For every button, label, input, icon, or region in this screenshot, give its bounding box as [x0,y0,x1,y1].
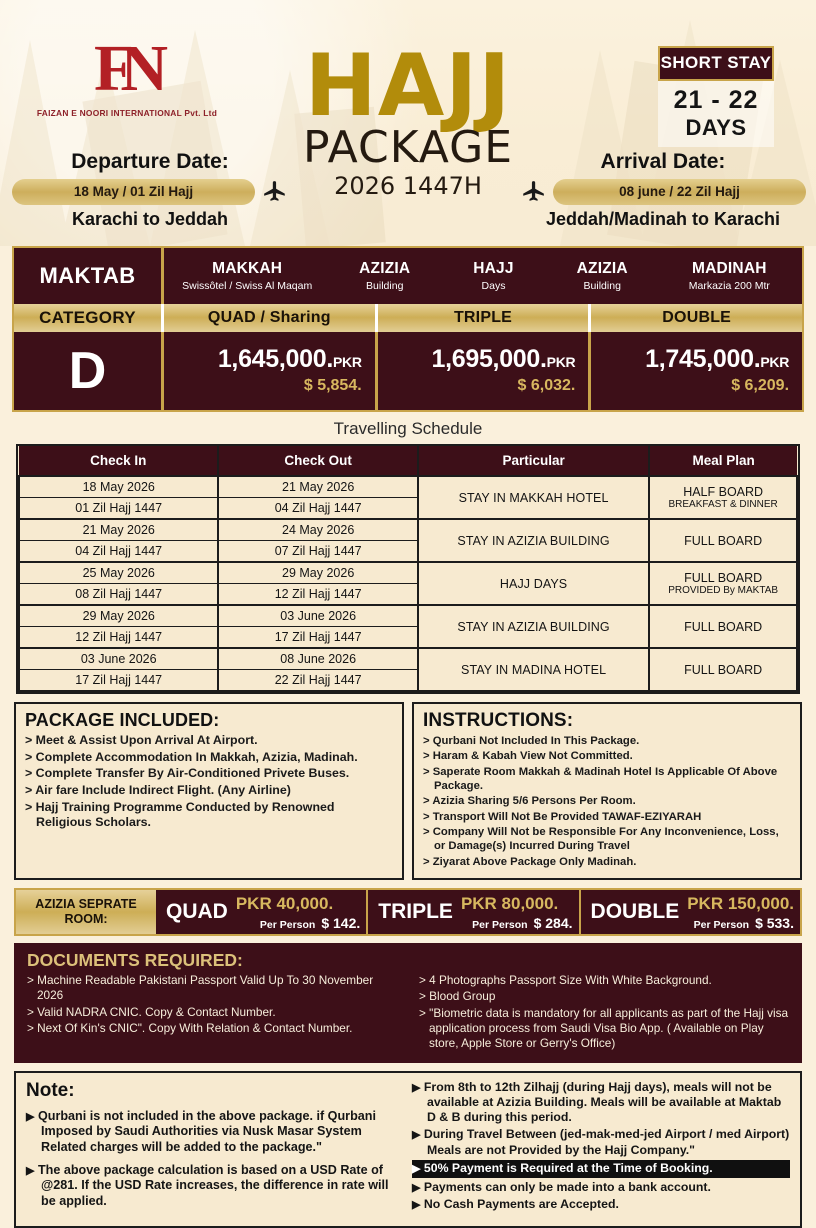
price-quad-usd: $ 5,854. [303,377,362,394]
price-table-price-row [14,332,802,410]
azizia-quad-per-label: Per Person [259,918,316,931]
price-triple-usd: $ 6,032. [517,377,576,394]
hotel-cell-makkah-0 [164,248,330,304]
azizia-quad-pkr: PKR 40,000. [235,893,334,913]
meal-plan-cell [649,648,797,691]
meal-plan-cell [649,519,797,562]
hotel-name: HAJJ [473,260,514,277]
check-out-hijri: 12 Zil Hajj 1447 [218,584,417,606]
title-year: 2026 1447H [334,171,482,200]
documents-required-title: DOCUMENTS REQUIRED: [27,950,243,971]
list-item: ▶ During Travel Between (jed-mak-med-jed Airport / med Airport) Meals are not Provided by the Hajj Company." [412,1127,790,1157]
price-table-occupancy-row [14,304,802,332]
instructions-title: INSTRUCTIONS: [423,710,574,731]
list-item: > Haram & Kabah View Not Committed. [423,750,633,763]
meal-plan-sub: PROVIDED By MAKTAB [668,585,779,596]
occupancy-label-double: DOUBLE [662,309,732,326]
list-item: > Machine Readable Pakistani Passport Valid Up To 30 November 2026 [27,973,374,1003]
short-stay-label: SHORT STAY [658,46,774,81]
departure-block [12,150,288,230]
azizia-triple-per-label: Per Person [472,918,528,931]
triangle-bullet-icon: ▶ [26,1110,35,1123]
list-item: ▶ The above package calculation is based on a USD Rate of @281. If the USD Rate increases, the difference in rate will be applied. [26,1162,389,1208]
schedule-header-check-in: Check In [19,446,218,476]
hotel-detail: Days [481,280,506,292]
note-box [14,1071,802,1228]
airplane-icon [520,179,546,205]
azizia-item-double [581,890,800,934]
check-out-hijri: 04 Zil Hajj 1447 [218,498,417,520]
azizia-quad-usd: $ 142. [321,914,361,931]
occupancy-label-quad: QUAD / Sharing [164,304,378,332]
triangle-bullet-icon: ▶ [412,1129,421,1142]
meal-plan-cell [649,476,797,519]
departure-title: Departure Date: [71,150,229,173]
price-quad-pkr: 1,645,000. [217,345,333,373]
list-item: ▶ No Cash Payments are Accepted. [412,1197,619,1212]
azizia-label-line1: AZIZIA SEPRATE [35,897,137,912]
check-out-hijri: 17 Zil Hajj 1447 [218,627,417,649]
price-quad-unit: PKR [333,354,362,370]
check-out-hijri: 22 Zil Hajj 1447 [218,670,417,692]
list-item: ▶ Payments can only be made into a bank account. [412,1179,711,1194]
check-in-hijri: 08 Zil Hajj 1447 [19,584,218,606]
price-cell-triple [378,332,592,410]
meal-plan-main: FULL BOARD [684,662,763,677]
arrival-date-pill: 08 june / 22 Zil Hajj [553,179,806,205]
price-table [12,246,804,412]
note-left-column [26,1080,398,1217]
table-row [19,605,797,627]
particular-cell: STAY IN AZIZIA BUILDING [418,519,649,562]
particular-cell: STAY IN MAKKAH HOTEL [418,476,649,519]
title-hajj: HAJJ [304,36,512,136]
price-double-usd: $ 6,209. [731,377,790,394]
triangle-bullet-icon: ▶ [412,1162,421,1175]
schedule-header-check-out: Check Out [218,446,417,476]
table-row [19,476,797,498]
list-item: > Hajj Training Programme Conducted by Renowned Religious Scholars. [25,799,335,830]
stay-days-word: DAYS [685,115,747,140]
meal-plan-cell [649,605,797,648]
azizia-item-quad [156,890,368,934]
hotel-detail: Markazia 200 Mtr [688,280,770,292]
table-row [19,648,797,670]
price-double-unit: PKR [760,354,790,370]
note-right-column [412,1080,790,1217]
list-item: > Complete Transfer By Air-Conditioned Privete Buses. [25,766,350,781]
azizia-triple-pkr: PKR 80,000. [460,893,559,913]
arrival-block [520,150,806,230]
note-title: Note: [26,1079,75,1101]
list-item: > Transport Will Not Be Provided TAWAF-EZIYARAH [423,810,702,823]
logo-monogram-icon: FN [94,32,154,105]
list-item: > Meet & Assist Upon Arrival At Airport. [25,733,258,747]
hotel-cell-madinah-4 [657,248,802,304]
meal-plan-main: FULL BOARD [684,619,763,634]
header [0,0,816,246]
hotel-name: MAKKAH [212,260,283,277]
title-package: PACKAGE [302,121,514,173]
azizia-double-type: DOUBLE [590,900,680,924]
hotel-cell-azizia-1 [330,248,439,304]
particular-cell: STAY IN AZIZIA BUILDING [418,605,649,648]
hotel-detail: Swissôtel / Swiss Al Maqam [182,280,313,292]
price-cell-double [591,332,802,410]
list-item: > Next Of Kin's CNIC". Copy With Relation & Contact Number. [27,1021,353,1036]
category-value: D [14,332,164,410]
check-in-hijri: 04 Zil Hajj 1447 [19,541,218,563]
list-item: > "Biometric data is mandatory for all applicants as part of the Hajj visa application process from Saudi Visa Bio App. ( Available on Play store, Apple Store or Gerry's Office) [419,1005,789,1051]
check-in-hijri: 01 Zil Hajj 1447 [19,498,218,520]
hotel-detail: Building [583,280,621,292]
hotel-name: AZIZIA [359,260,411,277]
company-name: FAIZAN E NOORI INTERNATIONAL Pvt. Ltd [36,108,218,118]
documents-required-box [14,943,802,1063]
list-item: ▶ 50% Payment is Required at the Time of Booking. [412,1160,790,1178]
check-out-gregorian: 21 May 2026 [218,476,417,498]
check-in-gregorian: 29 May 2026 [19,605,218,627]
airplane-icon [262,179,288,205]
check-out-gregorian: 29 May 2026 [218,562,417,584]
check-in-gregorian: 03 June 2026 [19,648,218,670]
check-in-hijri: 17 Zil Hajj 1447 [19,670,218,692]
arrival-title: Arrival Date: [600,150,726,173]
azizia-double-usd: $ 533. [755,914,794,931]
schedule-header-particular: Particular [418,446,649,476]
azizia-quad-type: QUAD [166,900,228,924]
schedule-table [16,444,800,694]
price-triple-unit: PKR [546,354,576,370]
list-item: > Saperate Room Makkah & Madinah Hotel Is Applicable Of Above Package. [423,765,778,793]
list-item: > Ziyarat Above Package Only Madinah. [423,855,637,868]
azizia-triple-usd: $ 284. [533,914,573,931]
azizia-double-pkr: PKR 150,000. [687,893,794,913]
meal-plan-main: HALF BOARD [683,485,764,499]
list-item: > 4 Photographs Passport Size With White Background. [419,973,712,988]
list-item: > Air fare Include Indirect Flight. (Any Airline) [25,782,291,797]
triangle-bullet-icon: ▶ [412,1199,421,1212]
arrival-route: Jeddah/Madinah to Karachi [545,209,781,229]
list-item: > Azizia Sharing 5/6 Persons Per Room. [423,795,636,808]
meal-plan-main: FULL BOARD [684,533,763,548]
azizia-separate-label [16,890,156,934]
hotel-cell-hajj-2 [439,248,548,304]
azizia-double-per-label: Per Person [693,918,750,931]
hotel-detail: Building [366,280,404,292]
check-out-gregorian: 24 May 2026 [218,519,417,541]
azizia-triple-type: TRIPLE [378,900,453,924]
price-triple-pkr: 1,695,000. [431,345,547,373]
list-item: > Complete Accommodation In Makkah, Azizia, Madinah. [25,749,358,764]
list-item: > Valid NADRA CNIC. Copy & Contact Number. [27,1004,276,1019]
hotel-name: MADINAH [692,260,767,277]
schedule-title: Travelling Schedule [333,419,483,438]
list-item: > Blood Group [419,989,496,1004]
meal-plan-main: FULL BOARD [684,571,763,585]
triangle-bullet-icon: ▶ [412,1181,421,1194]
check-out-gregorian: 08 June 2026 [218,648,417,670]
list-item: > Company Will Not be Responsible For Any Inconvenience, Loss, or Damage(s) Incurred During Travel [423,826,779,853]
occupancy-label-triple: TRIPLE [378,304,592,332]
category-label: CATEGORY [14,304,164,332]
price-double-pkr: 1,745,000. [645,345,761,373]
table-row [19,562,797,584]
check-out-hijri: 07 Zil Hajj 1447 [218,541,417,563]
meal-plan-sub: BREAKFAST & DINNER [668,499,778,510]
hotel-cell-azizia-3 [548,248,657,304]
stay-duration-badge [658,46,774,147]
azizia-item-triple [368,890,580,934]
meal-plan-cell [649,562,797,605]
instructions-box [412,702,802,880]
list-item: > Qurbani Not Included In This Package. [423,735,640,747]
departure-route: Karachi to Jeddah [71,209,229,229]
hotel-name: AZIZIA [576,260,628,277]
departure-date-pill: 18 May / 01 Zil Hajj [12,179,255,205]
particular-cell: HAJJ DAYS [418,562,649,605]
check-in-gregorian: 21 May 2026 [19,519,218,541]
check-out-gregorian: 03 June 2026 [218,605,417,627]
particular-cell: STAY IN MADINA HOTEL [418,648,649,691]
list-item: ▶ Qurbani is not included in the above package. if Qurbani Imposed by Saudi Authorities via Nusk Masar System Related charges will be added to the package." [26,1108,376,1154]
triangle-bullet-icon: ▶ [412,1081,421,1094]
price-table-hotels-row [14,248,802,304]
stay-days-range: 21 - 22 [673,86,759,114]
triangle-bullet-icon: ▶ [26,1164,35,1177]
package-included-title: PACKAGE INCLUDED: [25,710,220,730]
check-in-gregorian: 25 May 2026 [19,562,218,584]
package-included-box [14,702,404,880]
price-cell-quad [164,332,378,410]
table-row [19,519,797,541]
azizia-separate-room-band [14,888,802,936]
list-item: ▶ From 8th to 12th Zilhajj (during Hajj days), meals will not be available at Azizia Building. Meals will be available at Maktab D & B during this period. [412,1079,782,1125]
check-in-hijri: 12 Zil Hajj 1447 [19,627,218,649]
schedule-header-meal-plan: Meal Plan [649,446,797,476]
azizia-label-line2: ROOM: [64,912,108,927]
maktab-label: MAKTAB [14,248,164,304]
check-in-gregorian: 18 May 2026 [19,476,218,498]
